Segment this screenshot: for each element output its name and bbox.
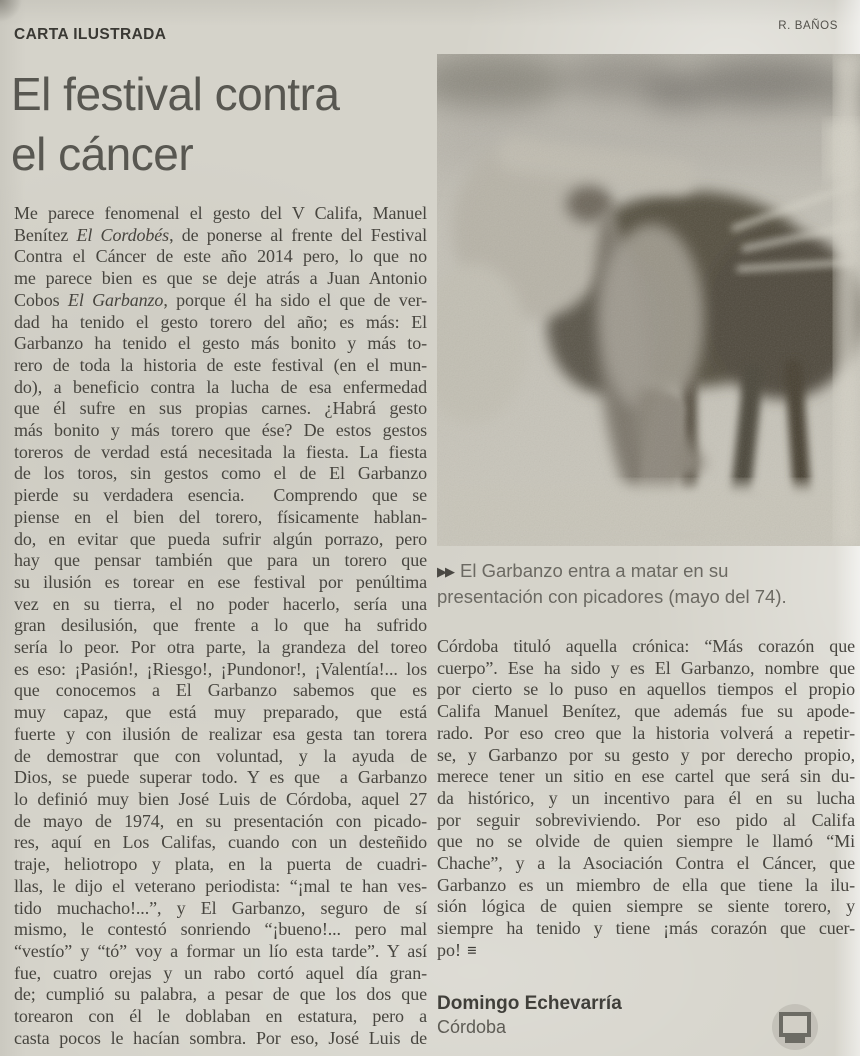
body-text-line: toreros de verdad está necesitada la fiesta. La fiesta — [14, 441, 427, 462]
photo-credit: R. BAÑOS — [778, 20, 838, 32]
body-text-line: pierde su verdadera esencia. Comprendo que se — [14, 485, 427, 506]
body-text-line: rado. Por eso creo que la historia volverá a repetir- — [437, 722, 855, 743]
title-line: El festival contra — [11, 68, 340, 120]
body-text-line: Benítez El Cordobés, de ponerse al frente del Festival — [14, 224, 427, 245]
body-text-line: sión lógica de quien siempre se siente torero, y — [437, 896, 855, 917]
body-text-line: es eso: ¡Pasión!, ¡Riesgo!, ¡Pundonor!, ¡Valentía!... los — [14, 658, 427, 679]
body-text-line: gran desilusión, que frente a lo que ha sufrido — [14, 615, 427, 636]
body-text-line: que conocemos a El Garbanzo sabemos que es — [14, 680, 427, 701]
body-text-line: merece tener un sitio en ese cartel que será sin du- — [437, 766, 855, 787]
article-left-column — [14, 203, 427, 1049]
caption-line-2: presentación con picadores (mayo del 74). — [437, 586, 787, 607]
body-text-line: Garbanzo es un miembro de ella que tiene la ilu- — [437, 874, 855, 895]
body-text-line: do, en evitar que pueda sufrir algún porrazo, pero — [14, 528, 427, 549]
caption-line-1: El Garbanzo entra a matar en su — [460, 560, 729, 581]
body-text-line: por seguir sobreviviendo. Por eso pido al Califa — [437, 809, 855, 830]
body-text-line: fue, cuatro orejas y un rabo cortó aquel día gran- — [14, 962, 427, 983]
closing-text: po! — [437, 940, 461, 960]
author-name: Domingo Echevarría — [437, 993, 622, 1014]
body-text-line: de demostrar que con voluntad, y la ayuda de — [14, 745, 427, 766]
body-text-line: da histórico, y un incentivo para él en su lucha — [437, 787, 855, 808]
body-text-line: Cobos El Garbanzo, porque él ha sido el que de ver- — [14, 289, 428, 310]
end-of-article-icon: ≡ — [467, 941, 477, 960]
body-text-line: lo definió muy bien José Luis de Córdoba, aquel 27 — [14, 788, 427, 809]
bullfight-photo-art — [437, 54, 860, 546]
computer-monitor-icon — [772, 1004, 818, 1050]
signature-block — [437, 992, 622, 1039]
body-text-line: sería lo peor. Por otra parte, la grandeza del toreo — [14, 637, 427, 658]
body-text-line: traje, heliotropo y plata, en la puerta de cuadri- — [14, 854, 427, 875]
title-line: el cáncer — [11, 128, 194, 180]
body-text-line: Chache”, y a la Asociación Contra el Cáncer, que — [437, 853, 855, 874]
closing-line — [437, 940, 855, 962]
body-text-line: por cierto se lo puso en aquellos tiempos el propio — [437, 679, 855, 700]
body-text-line: tido muchacho!...”, y El Garbanzo, seguro de sí — [14, 897, 427, 918]
body-text-line: piense en el bien del torero, físicamente hablan- — [14, 506, 427, 527]
body-text-line: dad ha tenido el gesto torero del año; es más: El — [14, 311, 427, 332]
body-text-line: se, y Garbanzo por su gesto y por derecho propio, — [437, 744, 855, 765]
body-text-line: de mayo de 1974, en su presentación con picado- — [14, 810, 427, 831]
body-text-line: muy capaz, que está muy preparado, que está — [14, 702, 427, 723]
body-text-line: que él sufre en sus propias carnes. ¿Habrá gesto — [14, 398, 427, 419]
bullfight-photo — [437, 54, 860, 546]
body-text-line: fuerte y con ilusión de realizar esa gesta tan torera — [14, 723, 427, 744]
article-title — [11, 64, 431, 184]
body-text-line: más bonito y más torero que ése? De estos gestos — [14, 420, 427, 441]
body-text-line: Dios, se puede superar todo. Y es que a Garbanzo — [14, 767, 427, 788]
body-text-line: Garbanzo ha tenido el gesto más bonito y más to- — [14, 333, 427, 354]
section-kicker: CARTA ILUSTRADA — [14, 26, 167, 43]
body-text-line: torearon con él le doblaban en estatura, pero a — [14, 1006, 427, 1027]
body-text-line: Califa Manuel Benítez, que además fue su apode- — [437, 701, 855, 722]
caption-arrows-icon: ▶▶ — [437, 564, 453, 579]
body-text-line: casta pocos le hacían sombra. Por eso, José Luis de — [14, 1027, 427, 1048]
photo-caption — [437, 558, 802, 609]
body-text-line: de; cumplió su palabra, a pesar de que los dos que — [14, 984, 427, 1005]
body-text-line: su ilusión es torear en ese festival por penúltima — [14, 571, 427, 592]
body-text-line: cuerpo”. Ese ha sido y es El Garbanzo, nombre que — [437, 657, 855, 678]
body-text-line: siempre ha tenido y tiene ¡más corazón que cuer- — [437, 918, 855, 939]
body-text-line: Contra el Cáncer de este año 2014 pero, lo que no — [14, 246, 427, 267]
body-text-line: do), a beneficio contra la lucha de esa enfermedad — [14, 376, 427, 397]
body-text-line: hay que pensar también que para un torero que — [14, 550, 427, 571]
body-text-line: “vestío” y “tó” voy a formar un lío esta tarde”. Y así — [14, 940, 427, 961]
body-text-line: de los toros, sin gestos como el de El Garbanzo — [14, 463, 427, 484]
body-text-line: que no se olvide de quien siempre le llamó “Mi — [437, 831, 855, 852]
body-text-line: res, aquí en Los Califas, cuando con un desteñido — [14, 832, 427, 853]
body-text-line: llas, le dijo el veterano periodista: “¡mal te han ves- — [14, 875, 427, 896]
article-right-column — [437, 636, 855, 940]
body-text-line: Me parece fenomenal el gesto del V Califa, Manuel — [14, 203, 427, 223]
body-text-line: mismo, le contestó sonriendo “¡bueno!... pero mal — [14, 919, 427, 940]
body-text-line: vez en su tierra, el no poder hacerlo, sería una — [14, 593, 427, 614]
body-text-line: rero de toda la historia de este festival (en el mun- — [14, 354, 427, 375]
body-text-line: Córdoba tituló aquella crónica: “Más corazón que — [437, 636, 855, 656]
author-location: Córdoba — [437, 1017, 507, 1037]
body-text-line: me parece bien es que se deje atrás a Juan Antonio — [14, 268, 427, 289]
